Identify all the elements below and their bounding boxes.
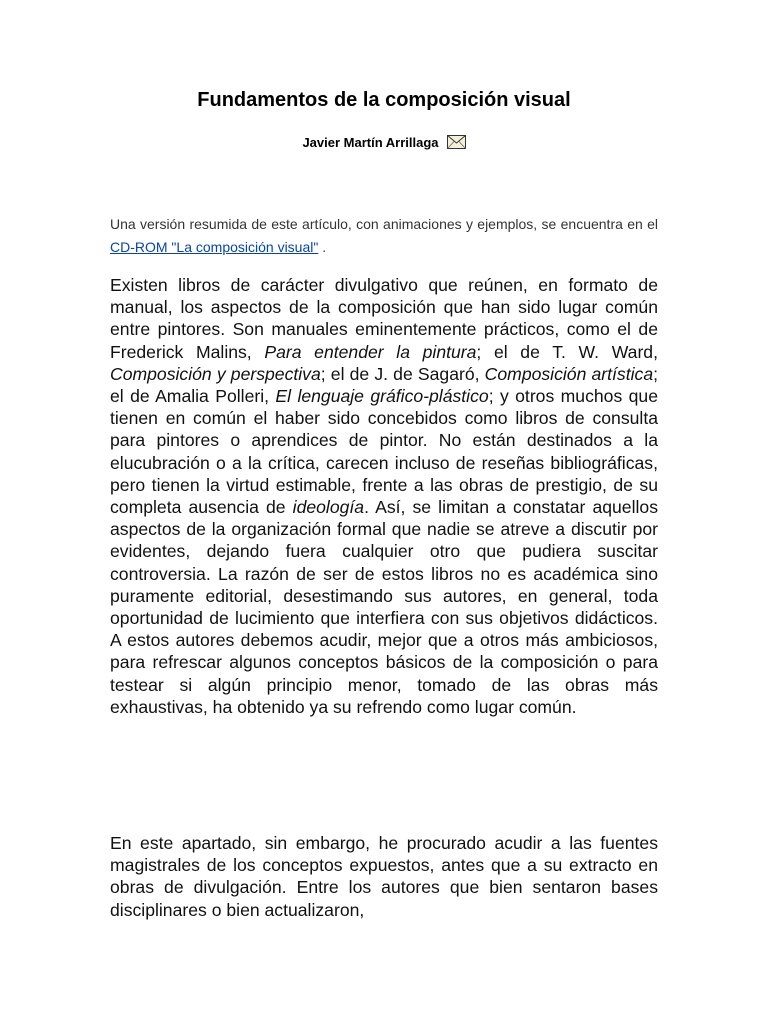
envelope-mail-icon[interactable] [447,135,466,155]
author-line [110,133,658,155]
body-paragraph-2: En este apartado, sin embargo, he procurado acudir a las fuentes magistrales de los conceptos expuestos, antes que a su extracto en obras de divulgación. Entre los autores que bien sentaron bases disciplinares o bien actualizaron, [110,833,658,920]
body-paragraph-1 [110,274,658,718]
document-page [110,0,658,935]
paragraph-text: Existen libros de carácter divulgativo que reúnen, en formato de manual, los aspectos de la composición que han sido lugar común entre pintores. Son manuales eminentemente prácticos, como el de Frederick Malins, [110,275,658,362]
author-name: Javier Martín Arrillaga [302,135,439,150]
book-title-italic: Para entender la pintura [264,341,477,362]
note-text-after: . [318,239,327,255]
paragraph-text: . Así, se limitan a constatar aquellos aspectos de la organización formal que nadie se atreve a discutir por evidentes, dejando fuera cualquier otro que pudiera suscitar controversia. La razón de ser de estos libros no es académica sino puramente editorial, desestimando sus autores, en general, toda oportunidad de lucimiento que interfiera con sus objetivos didácticos. A estos autores debemos acudir, mejor que a otros más ambiciosos, para refrescar algunos conceptos básicos de la composición o para testear si algún principio menor, tomado de las obras más exhaustivas, ha obtenido ya su refrendo como lugar común. [110,497,658,717]
paragraph-text: ; el de T. W. Ward, [476,341,658,362]
emphasis-italic: ideología [292,497,365,518]
book-title-italic: Composición artística [484,363,654,384]
summary-note [110,213,658,259]
paragraph-text: ; y otros muchos que tienen en común el haber sido concebidos como libros de consulta para pintores o aprendices de pintor. No están destinados a la elucubración o a la crítica, carecen incluso de reseñas bibliográficas, pero tienen la virtud estimable, frente a las obras de prestigio, de su completa ausencia de [110,386,658,518]
document-title: Fundamentos de la composición visual [197,89,571,111]
cd-rom-link[interactable]: CD-ROM "La composición visual" [110,239,319,255]
note-text-before: Una versión resumida de este artículo, con animaciones y ejemplos, se encuentra en el [110,216,658,232]
book-title-italic: El lenguaje gráfico-plástico [275,386,489,407]
book-title-italic: Composición y perspectiva [110,363,321,384]
paragraph-text: ; el de Amalia Polleri, [110,363,658,407]
paragraph-text: ; el de J. de Sagaró, [320,363,485,384]
